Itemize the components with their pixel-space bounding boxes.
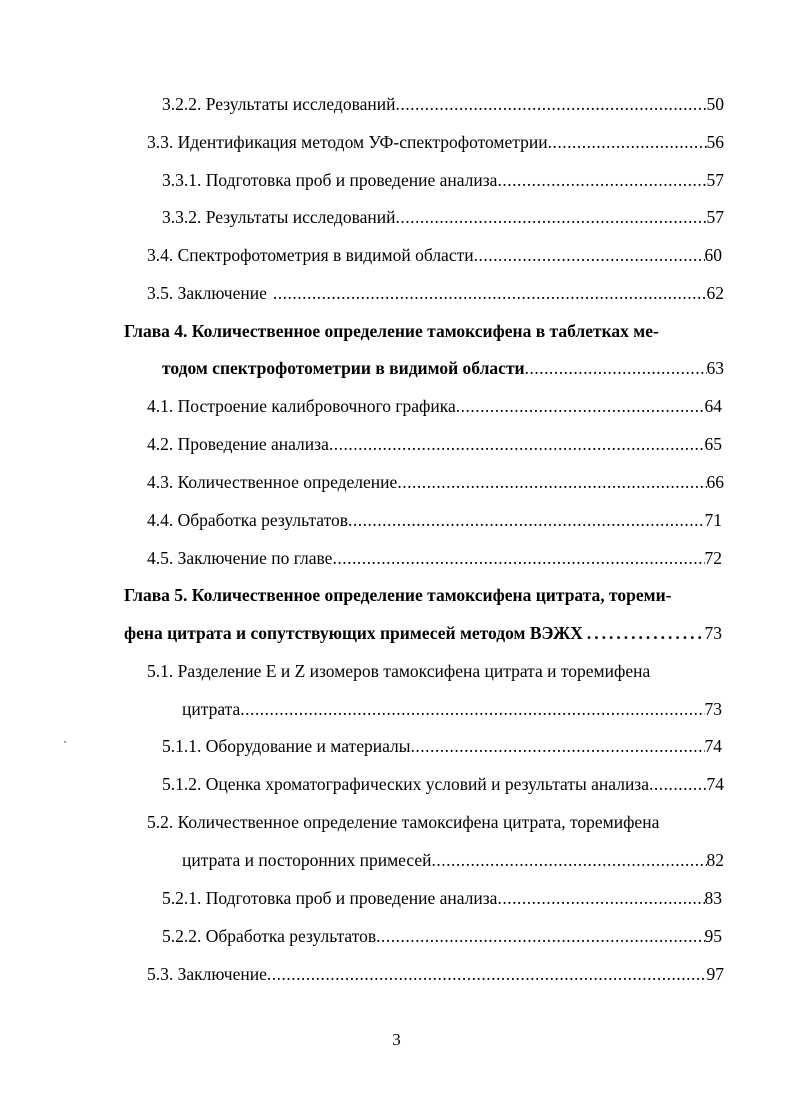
toc-entry-4-2 (147, 429, 722, 459)
toc-entry-page: 56 (706, 132, 724, 152)
toc-entry-page: 64 (704, 396, 722, 416)
toc-entry-3-2-2 (162, 89, 724, 119)
toc-entry-title: 4.3. Количественное определение (147, 472, 398, 492)
toc-entry-3-3-1 (162, 165, 724, 195)
toc-leader-dots (431, 845, 706, 875)
toc-leader-dots (525, 353, 707, 383)
toc-entry-page: 63 (706, 358, 724, 378)
toc-leader-dots (456, 391, 705, 421)
toc-entry-4-1 (147, 391, 722, 421)
toc-entry-title: 4.5. Заключение по главе (147, 548, 333, 568)
toc-entry-title: 5.1.2. Оценка хроматографических условий и результаты анализа (162, 774, 649, 794)
toc-entry-5-1 (182, 694, 722, 724)
toc-entry-title: 5.3. Заключение (147, 964, 267, 984)
toc-entry-page: 57 (706, 170, 724, 190)
toc-leader-dots (273, 278, 707, 308)
toc-entry-title: 5.2.1. Подготовка проб и проведение анализа (162, 888, 498, 908)
toc-entry-5-2-1 (162, 883, 722, 913)
toc-entry-3-3 (147, 127, 724, 157)
toc-leader-dots (411, 731, 705, 761)
toc-entry-4-5 (147, 543, 722, 573)
toc-leader-dots (397, 467, 706, 497)
toc-leader-dots (649, 769, 707, 799)
toc-entry-title: 4.1. Построение калибровочного графика (147, 396, 456, 416)
toc-entry-title: тодом спектрофотометрии в видимой области (162, 358, 525, 378)
toc-entry-title: 3.2.2. Результаты исследований (162, 94, 396, 114)
toc-chapter-5 (124, 618, 722, 648)
toc-entry-page: 62 (706, 283, 724, 303)
toc-entry-page: 72 (704, 548, 722, 568)
scan-speck (64, 741, 66, 743)
toc-entry-page: 57 (706, 207, 724, 227)
toc-leader-dots (497, 165, 706, 195)
toc-entry-5-2 (182, 845, 724, 875)
toc-entry-title: 3.4. Спектрофотометрия в видимой области (147, 245, 474, 265)
toc-entry-5-2-2 (162, 921, 722, 951)
toc-entry-page: 66 (706, 472, 724, 492)
toc-entry-title: фена цитрата и сопутствующих примесей методом ВЭЖХ (124, 623, 583, 643)
toc-entry-page: 82 (706, 850, 724, 870)
toc-entry-5-2-line1: 5.2. Количественное определение тамоксифена цитрата, торемифена (147, 812, 660, 832)
toc-entry-page: 60 (704, 245, 722, 265)
toc-entry-3-3-2 (162, 202, 724, 232)
toc-entry-page: 83 (704, 888, 722, 908)
toc-leader-dots (332, 543, 704, 573)
toc-entry-page: 74 (706, 774, 724, 794)
toc-leader-dots (240, 694, 704, 724)
page-number: 3 (392, 1030, 401, 1049)
toc-entry-title: 5.1.1. Оборудование и материалы (162, 736, 411, 756)
toc-entry-title: цитрата (182, 699, 241, 719)
toc-entry-page: 73 (704, 699, 722, 719)
toc-entry-title: цитрата и посторонних примесей (182, 850, 432, 870)
toc-entry-title: 4.4. Обработка результатов (147, 510, 349, 530)
toc-entry-page: 97 (706, 964, 724, 984)
toc-leader-dots (497, 883, 704, 913)
toc-entry-5-1-2 (162, 769, 724, 799)
toc-entry-page: 50 (706, 94, 724, 114)
toc-leader-dots (329, 429, 705, 459)
toc-chapter-4-title-line1: Глава 4. Количественное определение тамоксифена в таблетках ме- (124, 321, 659, 341)
toc-leader-dots (376, 921, 704, 951)
toc-entry-page: 95 (704, 926, 722, 946)
toc-entry-title: 3.3. Идентификация методом УФ-спектрофотометрии (147, 132, 548, 152)
toc-entry-title: 5.2.2. Обработка результатов (162, 926, 377, 946)
toc-entry-page: 73 (704, 623, 722, 643)
toc-entry-page: 74 (704, 736, 722, 756)
toc-entry-3-5 (147, 278, 724, 308)
toc-entry-page: 71 (704, 510, 722, 530)
toc-entry-5-1-1 (162, 731, 722, 761)
toc-chapter-4 (162, 353, 724, 383)
toc-entry-title: 3.5. Заключение (147, 283, 267, 303)
toc-leader-dots (348, 505, 704, 535)
toc-entry-title: 4.2. Проведение анализа (147, 434, 329, 454)
toc-leader-dots (474, 240, 705, 270)
toc-chapter-5-title-line1: Глава 5. Количественное определение тамоксифена цитрата, тореми- (124, 585, 672, 605)
toc-leader-dots (587, 618, 705, 648)
toc-entry-5-3 (147, 959, 724, 989)
toc-entry-page: 65 (704, 434, 722, 454)
toc-entry-4-4 (147, 505, 722, 535)
toc-leader-dots (267, 959, 707, 989)
toc-entry-4-3 (147, 467, 724, 497)
toc-leader-dots (395, 202, 706, 232)
toc-entry-title: 3.3.2. Результаты исследований (162, 207, 396, 227)
toc-entry-5-1-line1: 5.1. Разделение E и Z изомеров тамоксифена цитрата и торемифена (147, 661, 651, 681)
toc-leader-dots (395, 89, 706, 119)
toc-leader-dots (548, 127, 707, 157)
toc-entry-3-4 (147, 240, 722, 270)
toc-entry-title: 3.3.1. Подготовка проб и проведение анализа (162, 170, 498, 190)
